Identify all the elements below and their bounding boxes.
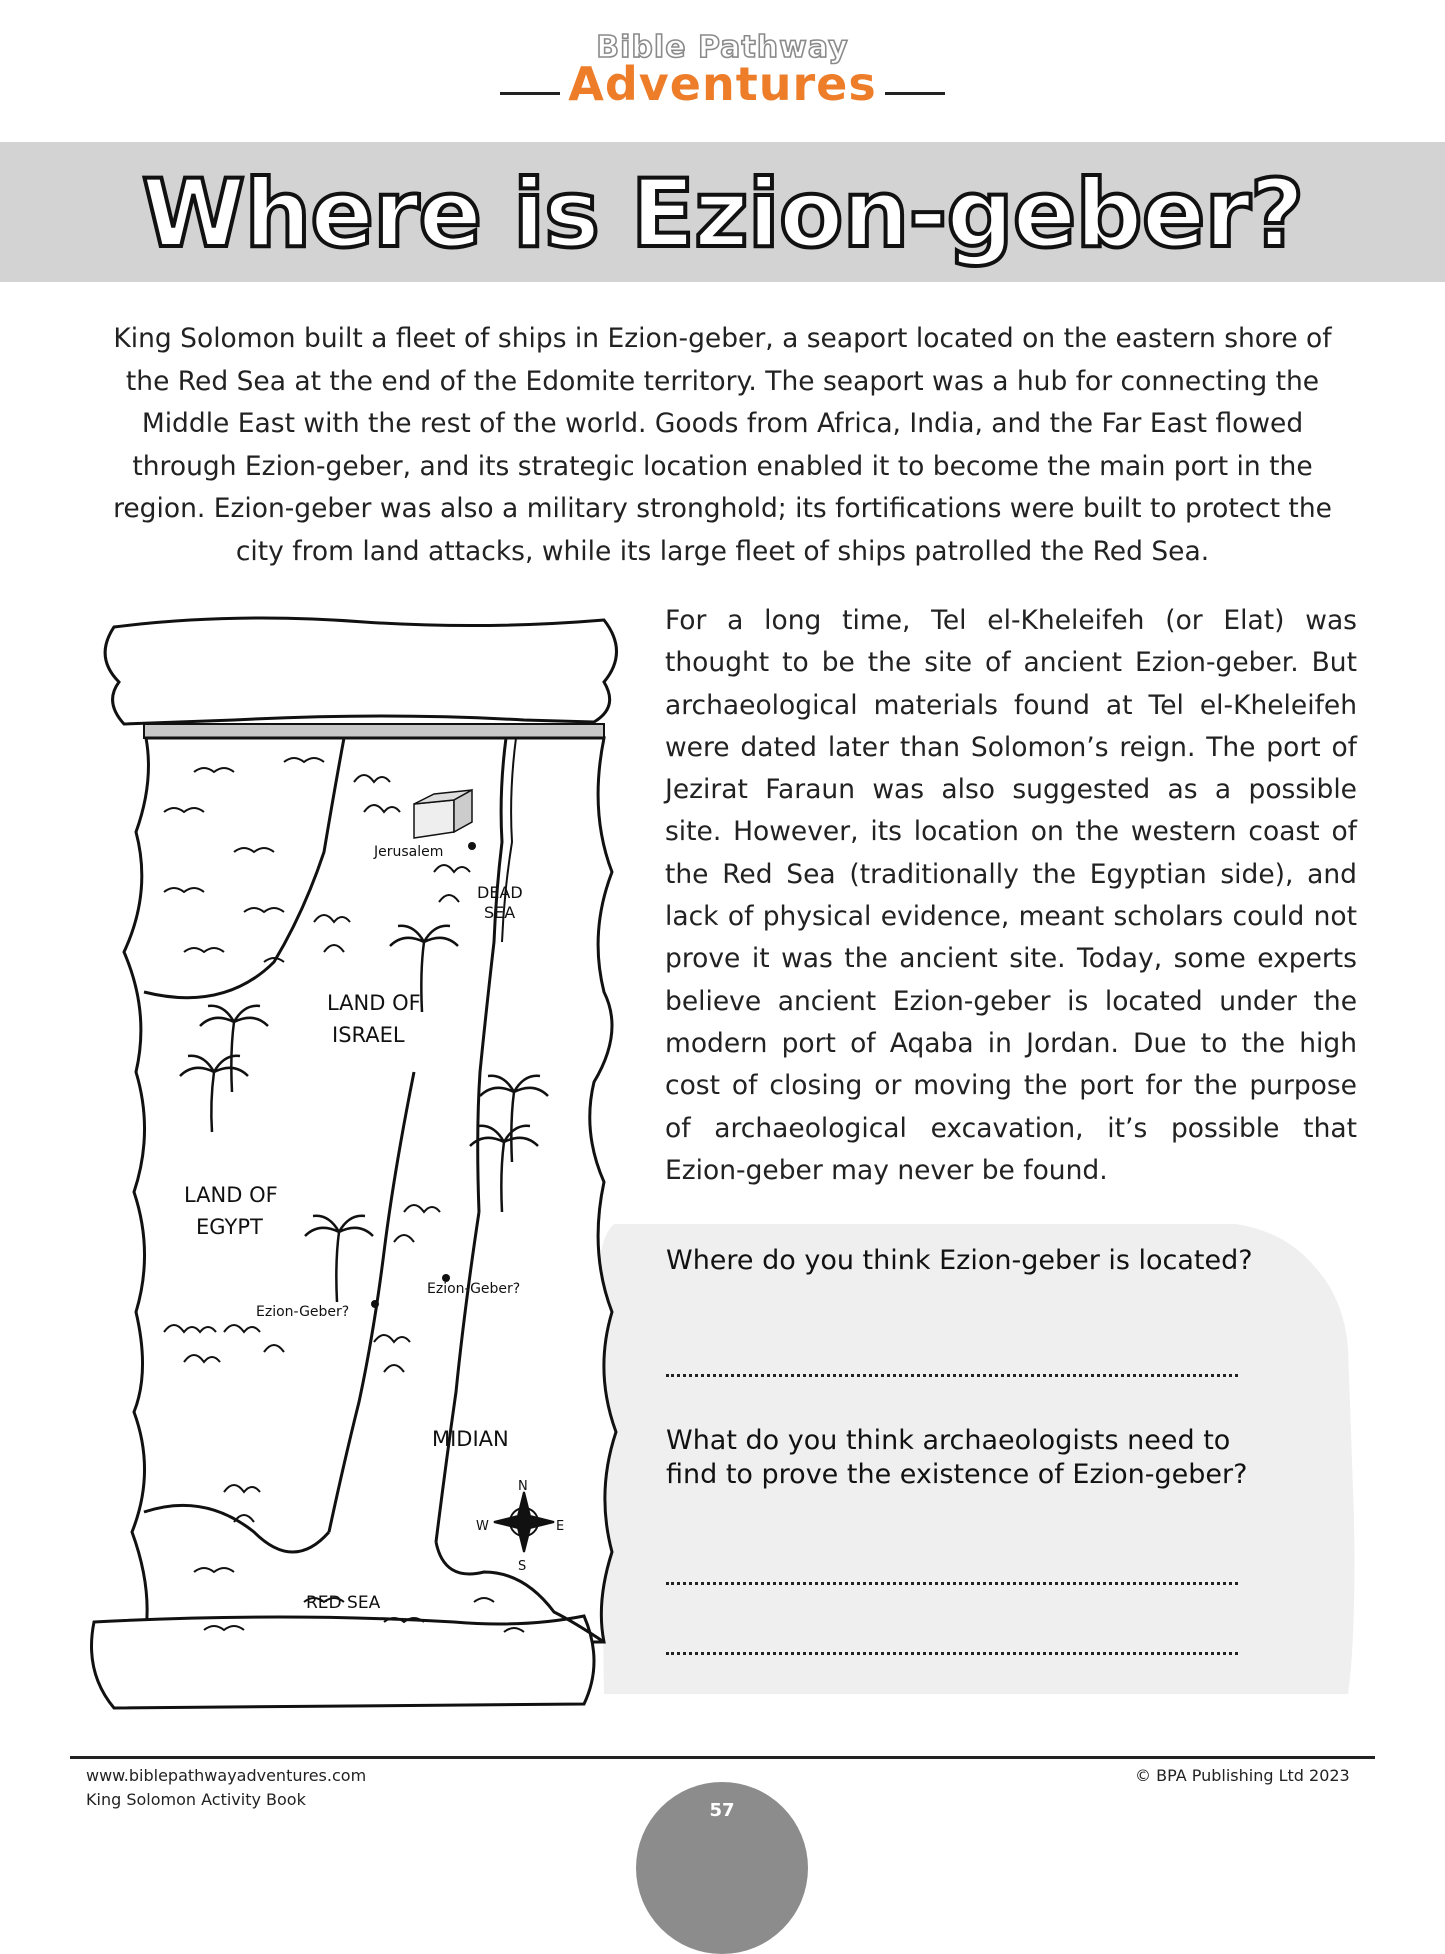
answer-line-3[interactable]	[666, 1652, 1238, 1655]
label-west: W	[476, 1519, 489, 1534]
label-north: N	[518, 1479, 528, 1494]
body-paragraph: For a long time, Tel el-Kheleifeh (or Elat) was thought to be the site of ancient Ezion-geber. But archaeological materials found at Tel el-Kheleifeh were dated later than Solomon’s reign. The port of Jezirat Faraun was also suggested as a possible site. However, its location on the western coast of the Red Sea (traditionally the Egyptian side), and lack of physical evidence, meant scholars could not prove it was the ancient site. Today, some experts believe ancient Ezion-geber is located under the modern port of Aqaba in Jordan. Due to the high cost of closing or moving the port for the purpose of archaeological excavation, it’s possible that Ezion-geber may never be found.	[665, 605, 1357, 1186]
label-ezion-west: Ezion-Geber?	[256, 1304, 350, 1320]
label-egypt-2: EGYPT	[196, 1215, 263, 1239]
question-2: What do you think archaeologists need to find to prove the existence of Ezion-geber?	[666, 1425, 1248, 1490]
label-dead-sea-2: SEA	[484, 903, 516, 922]
answer-line-2[interactable]	[666, 1582, 1238, 1585]
footer-copyright: © BPA Publishing Ltd 2023	[1135, 1766, 1350, 1785]
label-midian: MIDIAN	[432, 1427, 509, 1451]
label-jerusalem: Jerusalem	[374, 844, 444, 860]
label-south: S	[518, 1559, 527, 1574]
footer-website[interactable]: www.biblepathwayadventures.com	[86, 1766, 367, 1785]
logo-rule-right	[885, 92, 945, 95]
ezion-west-dot	[371, 1300, 379, 1308]
logo-rule-left	[500, 92, 560, 95]
page-title: Where is Ezion-geber?	[141, 160, 1304, 269]
label-ezion-east: Ezion-Geber?	[427, 1281, 521, 1297]
label-dead-sea-1: DEAD	[477, 883, 523, 902]
answer-line-1[interactable]	[666, 1374, 1238, 1377]
label-red-sea: RED SEA	[306, 1593, 381, 1613]
page-number: 57	[709, 1800, 735, 1821]
logo-line-2: Adventures	[568, 57, 877, 111]
question-1: Where do you think Ezion-geber is located?	[666, 1245, 1253, 1276]
scroll-top-roll	[105, 618, 616, 724]
intro-paragraph: King Solomon built a fleet of ships in Ezion-geber, a seaport located on the eastern shore of the Red Sea at the end of the Edomite territory. The seaport was a hub for connecting the Middle East with the rest of the world. Goods from Africa, India, and the Far East flowed through Ezion-geber, and its strategic location enabled it to become the main port in the region. Ezion-geber was also a military stronghold; its fortifications were built to protect the city from land attacks, while its large fleet of ships patrolled the Red Sea.	[113, 323, 1332, 567]
scroll-map	[84, 612, 624, 1710]
footer-book-title: King Solomon Activity Book	[86, 1790, 306, 1809]
footer-rule	[70, 1756, 1375, 1759]
label-east: E	[556, 1519, 565, 1534]
logo-line-1: Bible Pathway	[596, 30, 849, 65]
jerusalem-dot	[468, 842, 476, 850]
brand-logo	[0, 30, 1445, 111]
label-israel-1: LAND OF	[327, 991, 421, 1015]
label-israel-2: ISRAEL	[332, 1023, 405, 1047]
label-egypt-1: LAND OF	[184, 1183, 278, 1207]
